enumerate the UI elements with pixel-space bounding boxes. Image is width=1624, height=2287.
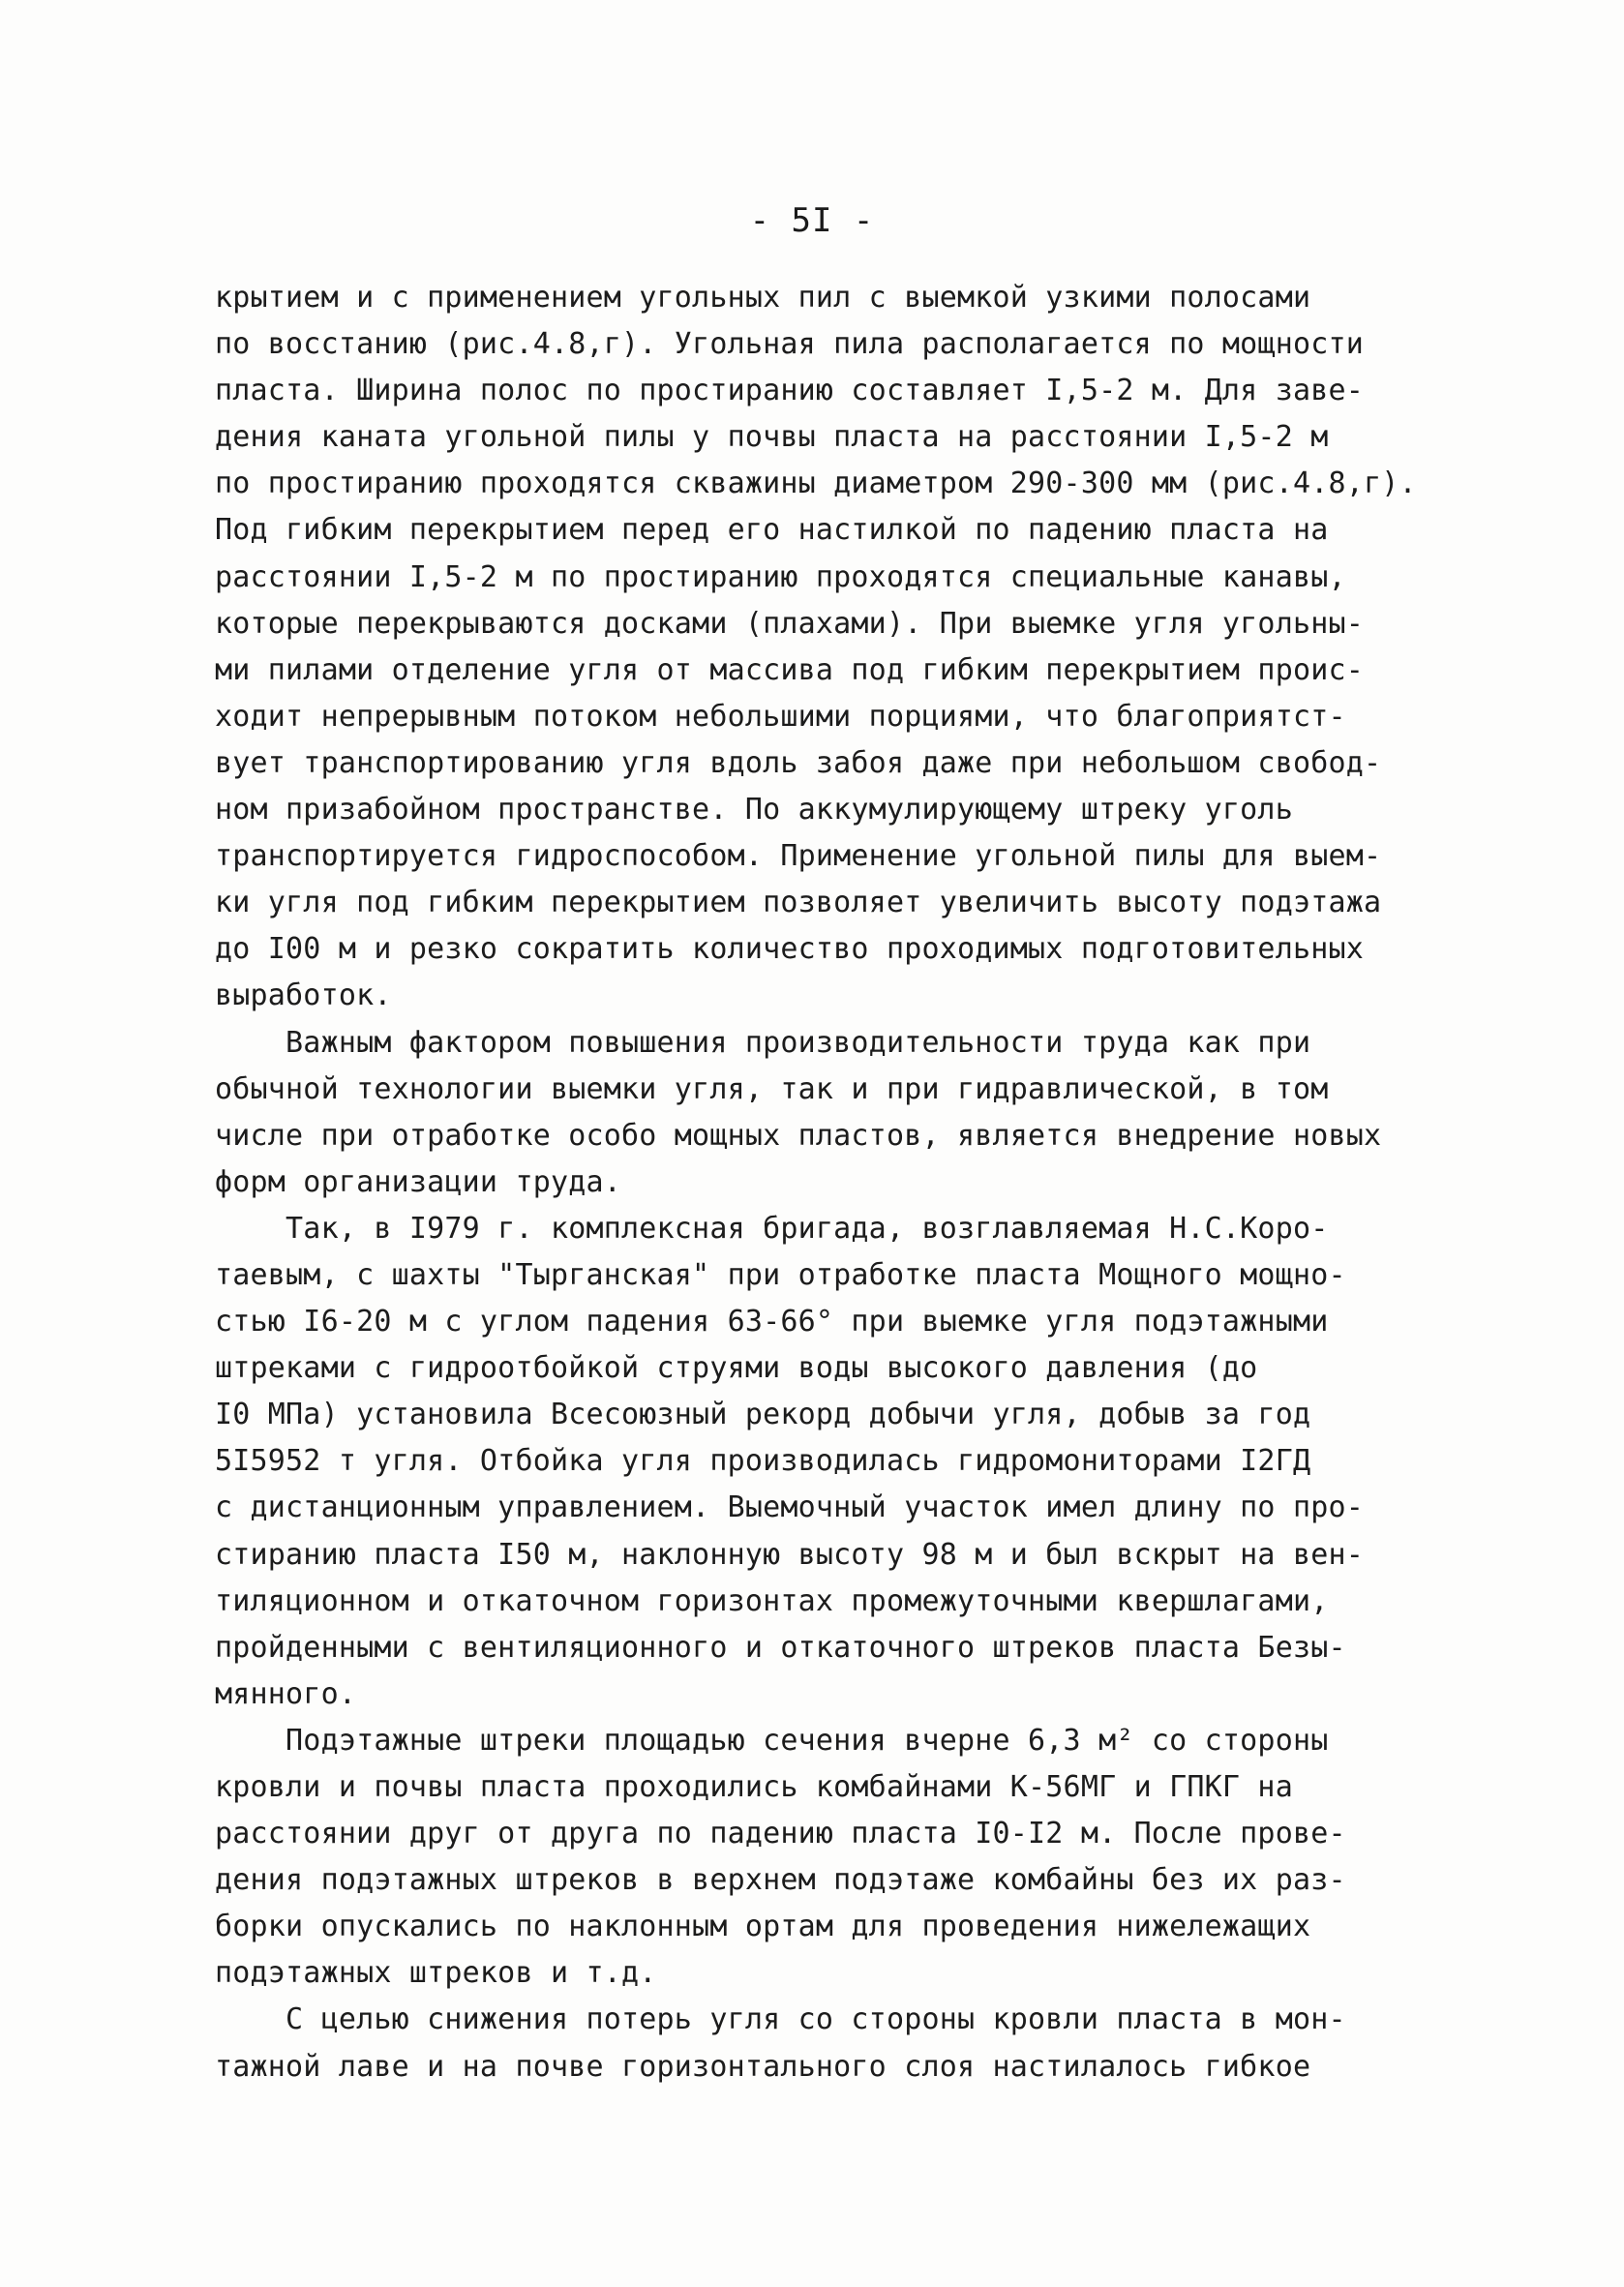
text-line: ки угля под гибким перекрытием позволяет увеличить высоту подэтажа	[215, 886, 1382, 920]
text-line: Подэтажные штреки площадью сечения вчерне 6,3 м² со стороны	[215, 1723, 1329, 1758]
text-line: дения подэтажных штреков в верхнем подэтаже комбайны без их раз-	[215, 1863, 1346, 1898]
text-line: ходит непрерывным потоком небольшими порциями, что благоприятст-	[215, 699, 1346, 734]
text-line: Важным фактором повышения производительности труда как при	[215, 1025, 1311, 1060]
text-line: до I00 м и резко сократить количество проходимых подготовительных	[215, 932, 1364, 967]
text-line: тажной лаве и на почве горизонтального слоя настилалось гибкое	[215, 2049, 1311, 2084]
text-line: ном призабойном пространстве. По аккумулирующему штреку уголь	[215, 793, 1293, 828]
body-text	[215, 275, 1434, 2091]
text-line: пласта. Ширина полос по простиранию составляет I,5-2 м. Для заве-	[215, 374, 1364, 408]
text-line: вует транспортированию угля вдоль забоя даже при небольшом свобод-	[215, 745, 1382, 780]
text-line: ми пилами отделение угля от массива под гибким перекрытием проис-	[215, 652, 1364, 687]
text-line: расстоянии друг от друга по падению пласта I0-I2 м. После прове-	[215, 1817, 1346, 1851]
text-line: тиляционном и откаточном горизонтах промежуточными квершлагами,	[215, 1583, 1329, 1618]
text-line: кровли и почвы пласта проходились комбайнами К-56МГ и ГПКГ на	[215, 1770, 1293, 1804]
text-line: крытием и с применением угольных пил с выемкой узкими полосами	[215, 281, 1311, 315]
text-line: пройденными с вентиляционного и откаточного штреков пласта Безы-	[215, 1630, 1346, 1665]
text-line: С целью снижения потерь угля со стороны кровли пласта в мон-	[215, 2002, 1346, 2037]
text-line: 5I5952 т угля. Отбойка угля производилась гидромониторами I2ГД	[215, 1444, 1311, 1479]
text-line: с дистанционным управлением. Выемочный участок имел длину по про-	[215, 1490, 1364, 1525]
text-line: таевым, с шахты "Тырганская" при отработке пласта Мощного мощно-	[215, 1257, 1346, 1292]
text-line: дения каната угольной пилы у почвы пласта на расстоянии I,5-2 м	[215, 420, 1329, 455]
text-line: обычной технологии выемки угля, так и при гидравлической, в том	[215, 1071, 1329, 1106]
text-line: Так, в I979 г. комплексная бригада, возглавляемая Н.С.Коро-	[215, 1211, 1329, 1246]
text-line: мянного.	[215, 1676, 357, 1711]
text-line: стью I6-20 м с углом падения 63-66° при выемке угля подэтажными	[215, 1305, 1329, 1339]
text-line: по простиранию проходятся скважины диаметром 290-300 мм (рис.4.8,г).	[215, 466, 1417, 501]
text-line: подэтажных штреков и т.д.	[215, 1956, 657, 1991]
text-line: выработок.	[215, 978, 392, 1013]
text-line: стиранию пласта I50 м, наклонную высоту 98 м и был вскрыт на вен-	[215, 1537, 1364, 1572]
text-line: по восстанию (рис.4.8,г). Угольная пила располагается по мощности	[215, 327, 1364, 362]
text-line: транспортируется гидроспособом. Применение угольной пилы для выем-	[215, 839, 1382, 874]
text-line: борки опускались по наклонным ортам для проведения нижележащих	[215, 1910, 1311, 1944]
text-line: числе при отработке особо мощных пластов, является внедрение новых	[215, 1118, 1382, 1153]
text-line: форм организации труда.	[215, 1164, 622, 1199]
text-line: расстоянии I,5-2 м по простиранию проходятся специальные канавы,	[215, 559, 1346, 594]
text-line: штреками с гидроотбойкой струями воды высокого давления (до	[215, 1351, 1258, 1386]
page-number: - 5I -	[749, 201, 875, 240]
text-line: которые перекрываются досками (плахами). При выемке угля угольны-	[215, 606, 1364, 641]
text-line: I0 МПа) установила Всесоюзный рекорд добычи угля, добыв за год	[215, 1398, 1311, 1432]
text-line: Под гибким перекрытием перед его настилкой по падению пласта на	[215, 513, 1329, 548]
